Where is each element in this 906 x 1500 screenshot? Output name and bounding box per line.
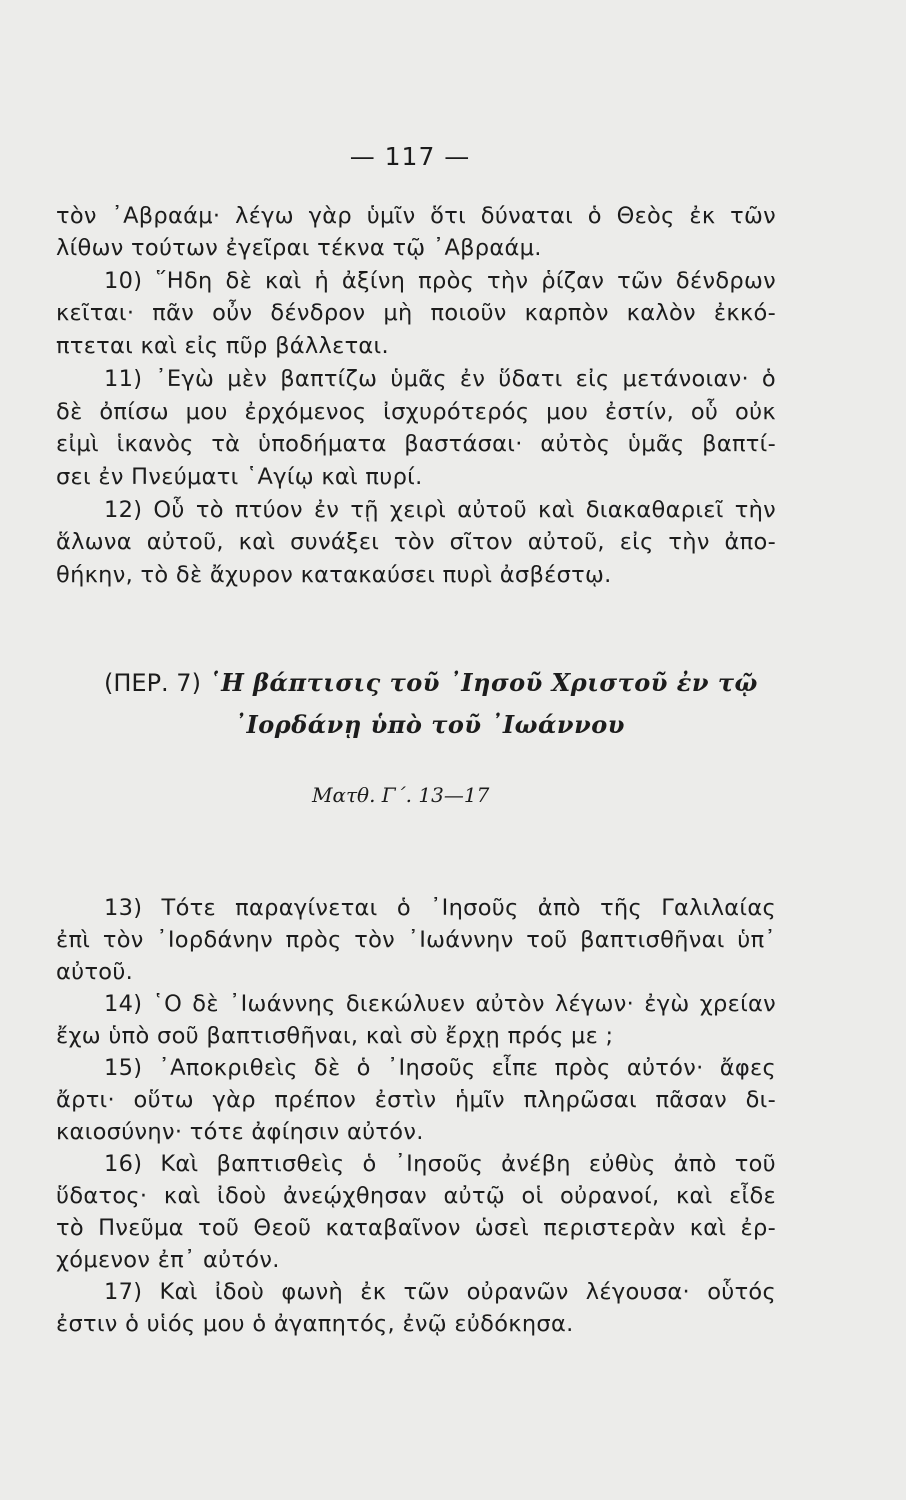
verse-14-line: 14) ῾Ο δὲ ᾿Ιωάννης διεκώλυεν αὐτὸν λέγων· ἐγὼ χρείαν [104, 991, 776, 1017]
text-line: ἔχω ὑπὸ σοῦ βαπτισθῆναι, καὶ σὺ ἔρχῃ πρός με ; [56, 1023, 614, 1049]
text-line: ἅλωνα αὐτοῦ, καὶ συνάξει τὸν σῖτον αὐτοῦ, εἰς τὴν ἀπο- [56, 529, 776, 555]
text-line: ἄρτι· οὕτω γὰρ πρέπον ἐστὶν ἡμῖν πληρῶσαι πᾶσαν δι- [56, 1087, 776, 1113]
text-line: εἰμὶ ἱκανὸς τὰ ὑποδήματα βαστάσαι· αὐτὸς ὑμᾶς βαπτί- [56, 431, 776, 457]
text-line: δὲ ὀπίσω μου ἐρχόμενος ἰσχυρότερός μου ἐστίν, οὗ οὐκ [56, 399, 776, 425]
text-line: ὕδατος· καὶ ἰδοὺ ἀνεῴχθησαν αὐτῷ οἱ οὐρανοί, καὶ εἶδε [56, 1183, 776, 1209]
verse-10-line: 10) ῞Ηδη δὲ καὶ ἡ ἀξίνη πρὸς τὴν ῥίζαν τῶν δένδρων [104, 268, 776, 294]
verse-17-line: 17) Καὶ ἰδοὺ φωνὴ ἐκ τῶν οὐρανῶν λέγουσα· οὗτός [104, 1279, 776, 1305]
verse-15-line: 15) ᾿Αποκριθεὶς δὲ ὁ ᾿Ιησοῦς εἶπε πρὸς αὐτόν· ἄφες [104, 1055, 776, 1081]
section-number: (ΠΕΡ. 7) [104, 669, 201, 697]
section-title-part-1: ῾Η βάπτισις τοῦ ᾿Ιησοῦ Χριστοῦ ἐν τῷ [208, 668, 758, 697]
page-number: — 117 — [349, 142, 471, 171]
text-line: ἐπὶ τὸν ᾿Ιορδάνην πρὸς τὸν ᾿Ιωάννην τοῦ βαπτισθῆναι ὑπ᾿ [56, 927, 776, 953]
verse-16-line: 16) Καὶ βαπτισθεὶς ὁ ᾿Ιησοῦς ἀνέβη εὐθὺς ἀπὸ τοῦ [104, 1151, 776, 1177]
verse-11-line: 11) ᾿Εγὼ μὲν βαπτίζω ὑμᾶς ἐν ὕδατι εἰς μετάνοιαν· ὁ [104, 366, 776, 392]
text-line: πτεται καὶ εἰς πῦρ βάλλεται. [56, 333, 389, 359]
text-line: κεῖται· πᾶν οὖν δένδρον μὴ ποιοῦν καρπὸν καλὸν ἐκκό- [56, 300, 776, 326]
text-line: καιοσύνην· τότε ἀφίησιν αὐτόν. [56, 1119, 424, 1145]
text-line: αὐτοῦ. [56, 959, 134, 985]
text-line: τὸν ᾿Αβραάμ· λέγω γὰρ ὑμῖν ὅτι δύναται ὁ Θεὸς ἐκ τῶν [56, 203, 776, 229]
text-line: σει ἐν Πνεύματι ῾Αγίῳ καὶ πυρί. [56, 464, 423, 490]
verse-13-line: 13) Τότε παραγίνεται ὁ ᾿Ιησοῦς ἀπὸ τῆς Γαλιλαίας [104, 895, 776, 921]
scripture-reference: Ματθ. Γ΄. 13—17 [312, 783, 490, 807]
section-heading-line-2 [234, 710, 625, 739]
text-line: χόμενον ἐπ᾿ αὐτόν. [56, 1247, 280, 1273]
verse-12-line: 12) Οὗ τὸ πτύον ἐν τῇ χειρὶ αὐτοῦ καὶ διακαθαριεῖ τὴν [104, 497, 776, 523]
text-line: τὸ Πνεῦμα τοῦ Θεοῦ καταβαῖνον ὡσεὶ περιστερὰν καὶ ἐρ- [56, 1215, 776, 1241]
section-title-part-2: ᾿Ιορδάνῃ ὑπὸ τοῦ ᾿Ιωάννου [234, 710, 625, 739]
text-line: λίθων τούτων ἐγεῖραι τέκνα τῷ ᾿Αβραάμ. [56, 235, 542, 261]
text-line: θήκην, τὸ δὲ ἄχυρον κατακαύσει πυρὶ ἀσβέστῳ. [56, 562, 612, 588]
section-heading-line-1 [104, 668, 758, 697]
text-line: ἐστιν ὁ υἱός μου ὁ ἀγαπητός, ἐνῷ εὐδόκησα. [56, 1311, 574, 1337]
